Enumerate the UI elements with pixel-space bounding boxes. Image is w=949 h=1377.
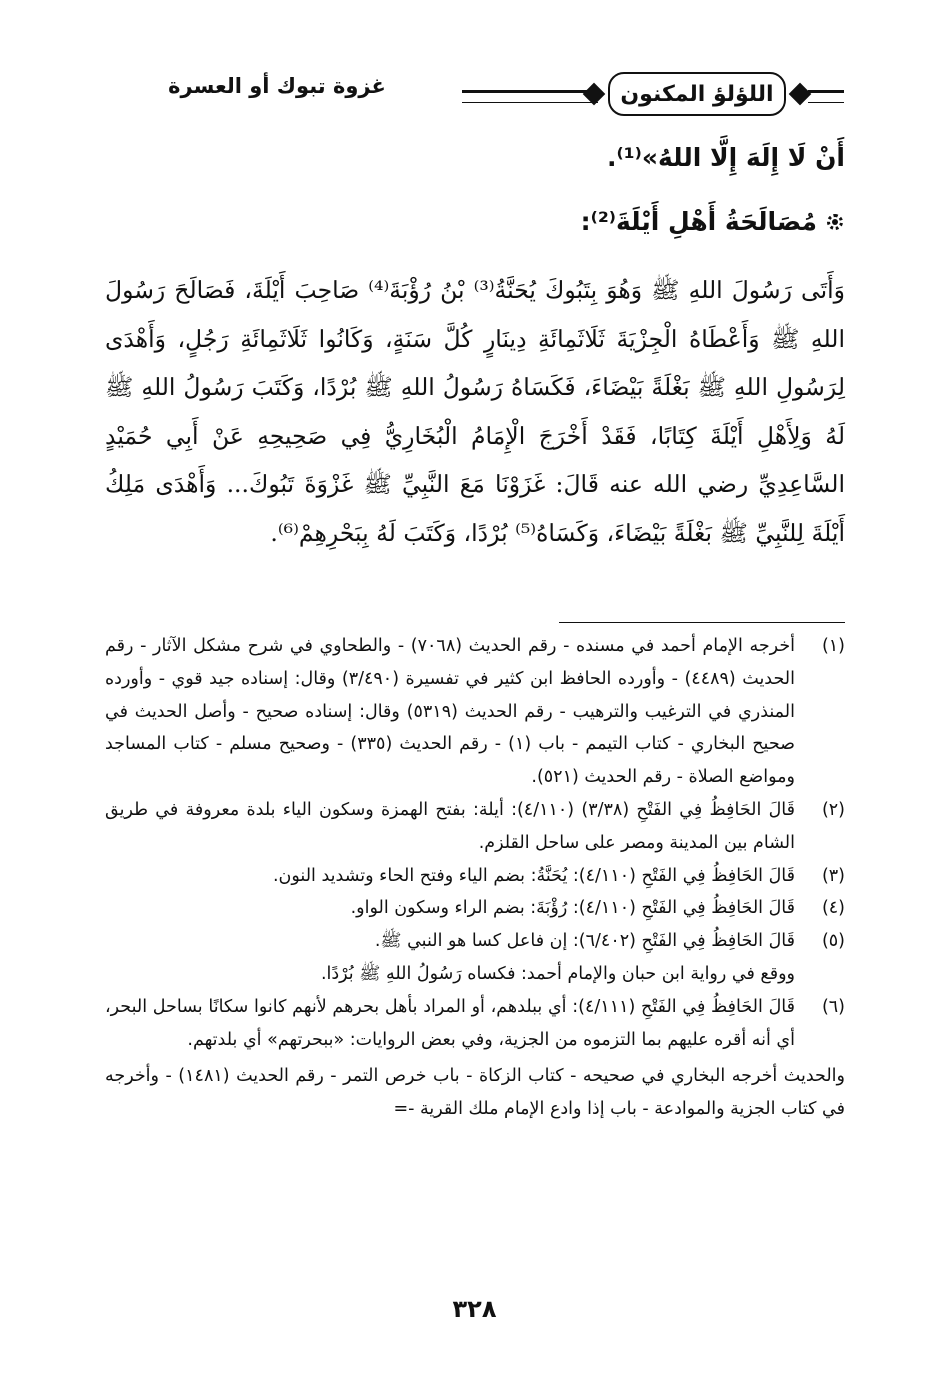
footnote-item	[105, 630, 845, 794]
book-title-ornament	[592, 66, 802, 122]
section-title: غزوة تبوك أو العسرة	[168, 74, 386, 98]
footnotes	[105, 630, 845, 1126]
footnote-item	[105, 925, 845, 958]
footnote-item	[105, 991, 845, 1057]
footnote-number: (٤)	[821, 898, 845, 919]
footnote-continuation: ووقع في رواية ابن حبان والإمام أحمد: فكساه رَسُولُ اللهِ ﷺ بُرْدًا.	[320, 963, 795, 984]
footnote-item	[105, 892, 845, 925]
footnote-tail: والحديث أخرجه البخاري في صحيحه - كتاب الزكاة - باب خرص التمر - رقم الحديث (١٤٨١) - وأخرجه في كتاب الجزية والموادعة - باب إذا وادع الإمام ملك القرية -=	[105, 1066, 845, 1120]
hadith-ending-line: أَنْ لَا إِلَهَ إِلَّا اللهُ»⁽¹⁾.	[607, 143, 845, 172]
header-rule-middle	[462, 90, 598, 103]
footnote-text: قَالَ الحَافِظُ فِي الفَتْحِ (٤/١١٠): رُؤْبَةَ: بضم الراء وسكون الواو.	[350, 898, 795, 919]
footnote-text: قَالَ الحَافِظُ فِي الفَتْحِ (٦/٤٠٢): إن فاعل كسا هو النبي ﷺ.	[374, 931, 795, 952]
section-heading	[105, 202, 845, 242]
footnote-number: (٢)	[821, 799, 845, 820]
page-header	[100, 58, 844, 130]
footnote-text: أخرجه الإمام أحمد في مسنده - رقم الحديث (٧٠٦٨) - والطحاوي في شرح مشكل الآثار - رقم الحديث (٤٤٨٩) - وأورده الحافظ ابن كثير في تفسيرة (٣/٤٩٠) وقال: إسناده جيد قوي - وأورده المنذري في الترغيب والترهيب - رقم الحديث (٥٣١٩) وقال: إسناده صحيح - وأصل الحديث في صحيح البخاري - كتاب التيمم - باب (١) - رقم الحديث (٣٣٥) - وصحيح مسلم - كتاب المساجد ومواضع الصلاة - رقم الحديث (٥٢١).	[105, 636, 795, 788]
footnote-separator	[559, 622, 845, 623]
footnote-number: (١)	[821, 636, 845, 656]
flower-ornament-icon	[825, 212, 845, 232]
footnote-number: (٦)	[821, 996, 845, 1017]
header-rule-right	[808, 90, 844, 103]
footnote-text: قَالَ الحَافِظُ فِي الفَتْحِ (٣/٣٨) (٤/١١٠): أيلة: بفتح الهمزة وسكون الياء بلدة معروفة في طريق الشام بين المدينة ومصر على ساحل القلزم.	[105, 799, 795, 853]
main-text	[105, 138, 845, 557]
footnote-text: قَالَ الحَافِظُ فِي الفَتْحِ (٤/١١٠): يُحَنَّةُ: بضم الياء وفتح الحاء وتشديد النون.	[272, 865, 795, 886]
section-heading-text: مُصَالَحَةُ أَهْلِ أَيْلَةَ⁽²⁾:	[580, 207, 817, 236]
body-paragraph: وَأَتَى رَسُولَ اللهِ ﷺ وَهُوَ بِتَبُوكَ يُحَنَّةُ⁽³⁾ بْنُ رُؤْبَةَ⁽⁴⁾ صَاحِبَ أَيْلَةَ، فَصَالَحَ رَسُولَ اللهِ ﷺ وَأَعْطَاهُ الْجِزْيَةَ ثَلَاثَمِائَةِ دِينَارٍ كُلَّ سَنَةٍ، وَكَانُوا ثَلَاثَمِائَةِ رَجُلٍ، وَأَهْدَى لِرَسُولِ اللهِ ﷺ بَغْلَةً بَيْضَاءَ، فَكَسَاهُ رَسُولُ اللهِ ﷺ بُرْدًا، وَكَتَبَ رَسُولُ اللهِ ﷺ لَهُ وَلِأَهْلِ أَيْلَةَ كِتَابًا، فَقَدْ أَخْرَجَ الْإِمَامُ الْبُخَارِيُّ فِي صَحِيحِهِ عَنْ أَبِي حُمَيْدٍ السَّاعِدِيِّ رضي الله عنه قَالَ: غَزَوْنَا مَعَ النَّبِيِّ ﷺ غَزْوَةَ تَبُوكَ... وَأَهْدَى مَلِكُ أَيْلَةَ لِلنَّبِيِّ ﷺ بَغْلَةً بَيْضَاءَ، وَكَسَاهُ⁽⁵⁾ بُرْدًا، وَكَتَبَ لَهُ بِبَحْرِهِمْ⁽⁶⁾.	[105, 276, 845, 547]
footnote-item	[105, 794, 845, 860]
footnote-number: (٥)	[821, 931, 845, 952]
footnote-number: (٣)	[821, 865, 845, 886]
footnote-item	[105, 860, 845, 893]
book-title: اللؤلؤ المكنون	[620, 81, 774, 107]
page-number: ٣٢٨	[452, 1295, 497, 1323]
footnote-text: قَالَ الحَافِظُ فِي الفَتْحِ (٤/١١١): أي ببلدهم، أو المراد بأهل بحرهم لأنهم كانوا سكانًا بساحل البحر، أي أنه أقره عليهم بما التزموه من الجزية، وفي بعض الروايات: «ببحرتهم» أي بلدتهم.	[105, 996, 795, 1050]
